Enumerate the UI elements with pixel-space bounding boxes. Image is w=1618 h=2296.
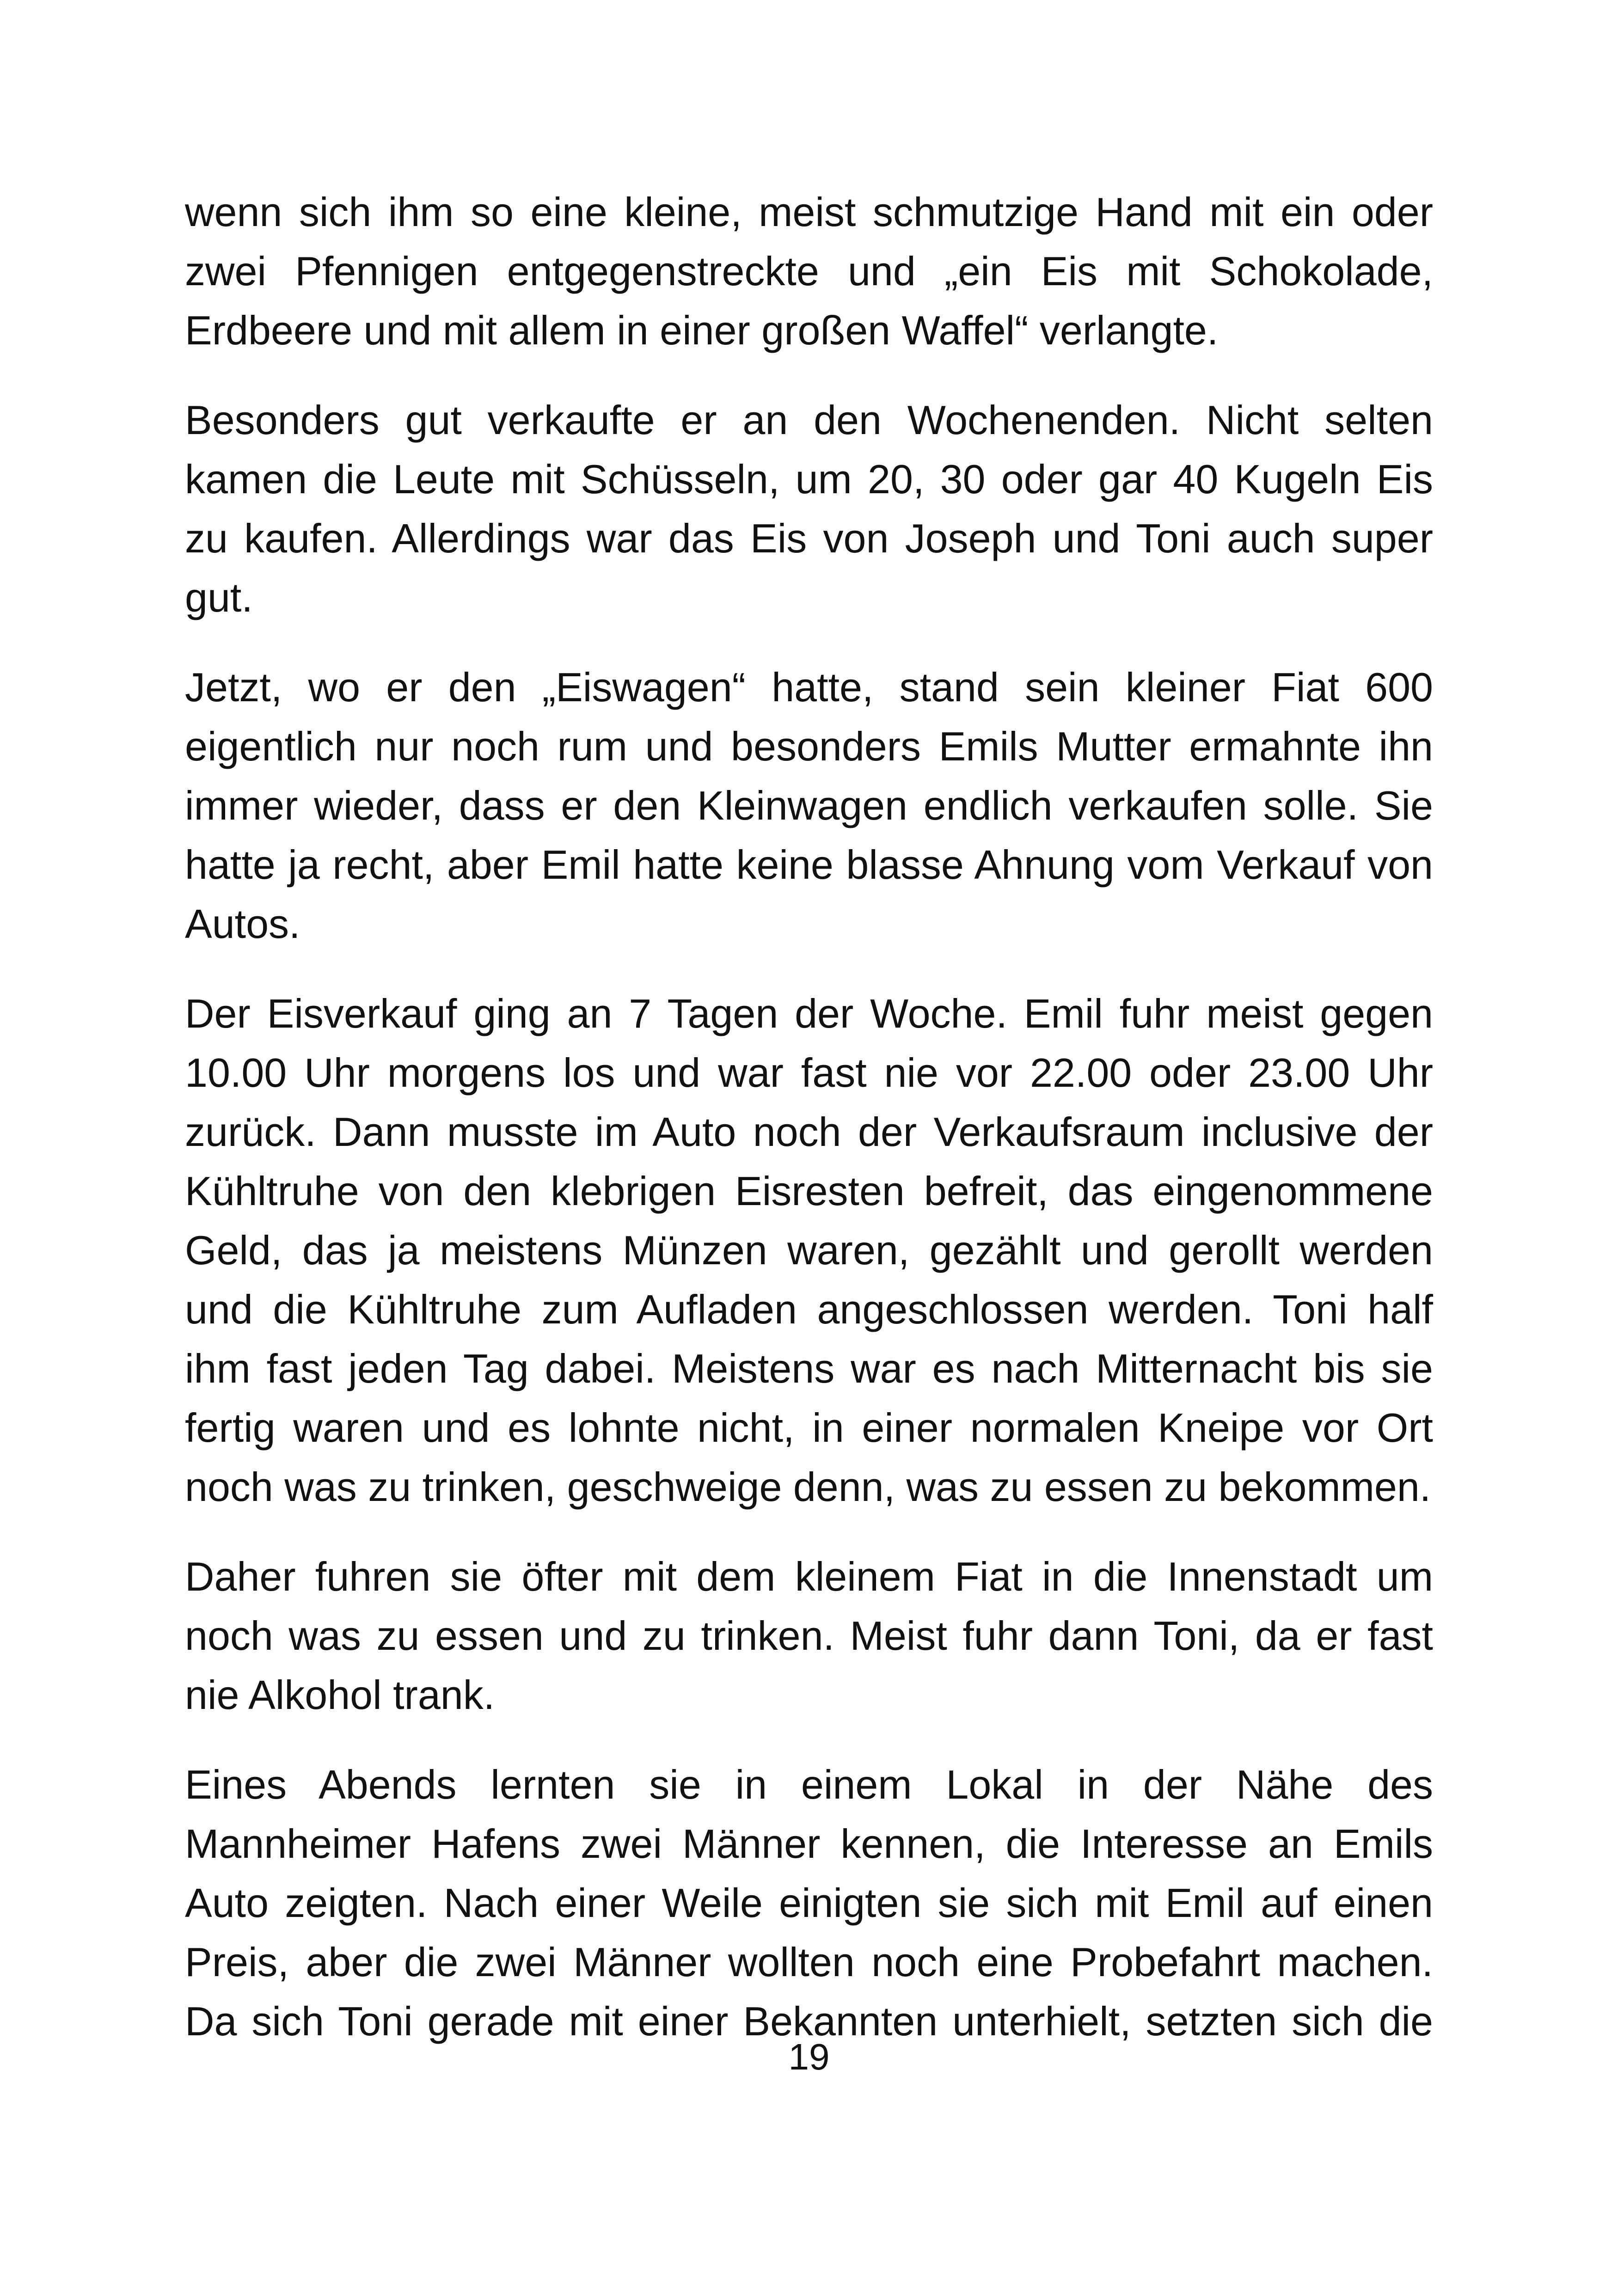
paragraph: Daher fuhren sie öfter mit dem kleinem Fiat in die Innenstadt um noch was zu essen und zu trinken. Meist fuhr dann Toni, da er fast nie Alkohol trank. (185, 1554, 1433, 1718)
page-number: 19 (788, 2036, 830, 2077)
paragraph: Besonders gut verkaufte er an den Wochenenden. Nicht selten kamen die Leute mit Schüsseln, um 20, 30 oder gar 40 Kugeln Eis zu kaufen. Allerdings war das Eis von Joseph und Toni auch super gut. (185, 397, 1433, 620)
paragraph: wenn sich ihm so eine kleine, meist schmutzige Hand mit ein oder zwei Pfennigen entgegenstreckte und „ein Eis mit Schokolade, Erdbeere und mit allem in einer großen Waffel“ verlangte. (185, 189, 1433, 353)
paragraph: Jetzt, wo er den „Eiswagen“ hatte, stand sein kleiner Fiat 600 eigentlich nur noch rum und besonders Emils Mutter ermahnte ihn immer wieder, dass er den Kleinwagen endlich verkaufen solle. Sie hatte ja recht, aber Emil hatte keine blasse Ahnung vom Verkauf von Autos. (185, 664, 1433, 947)
paragraph: Eines Abends lernten sie in einem Lokal in der Nähe des Mannheimer Hafens zwei Männer kennen, die Interesse an Emils Auto zeigten. Nach einer Weile einigten sie sich mit Emil auf einen Preis, aber die zwei Männer wollten noch eine Probefahrt machen. Da sich Toni gerade mit einer Bekannten unterhielt, setzten sich die (185, 1762, 1433, 2044)
body-text (185, 183, 1433, 2082)
paragraph: Der Eisverkauf ging an 7 Tagen der Woche. Emil fuhr meist gegen 10.00 Uhr morgens los und war fast nie vor 22.00 oder 23.00 Uhr zurück. Dann musste im Auto noch der Verkaufsraum inclusive der Kühltruhe von den klebrigen Eisresten befreit, das eingenommene Geld, das ja meistens Münzen waren, gezählt und gerollt werden und die Kühltruhe zum Aufladen angeschlossen werden. Toni half ihm fast jeden Tag dabei. Meistens war es nach Mitternacht bis sie fertig waren und es lohnte nicht, in einer normalen Kneipe vor Ort noch was zu trinken, geschweige denn, was zu essen zu bekommen. (185, 991, 1433, 1510)
